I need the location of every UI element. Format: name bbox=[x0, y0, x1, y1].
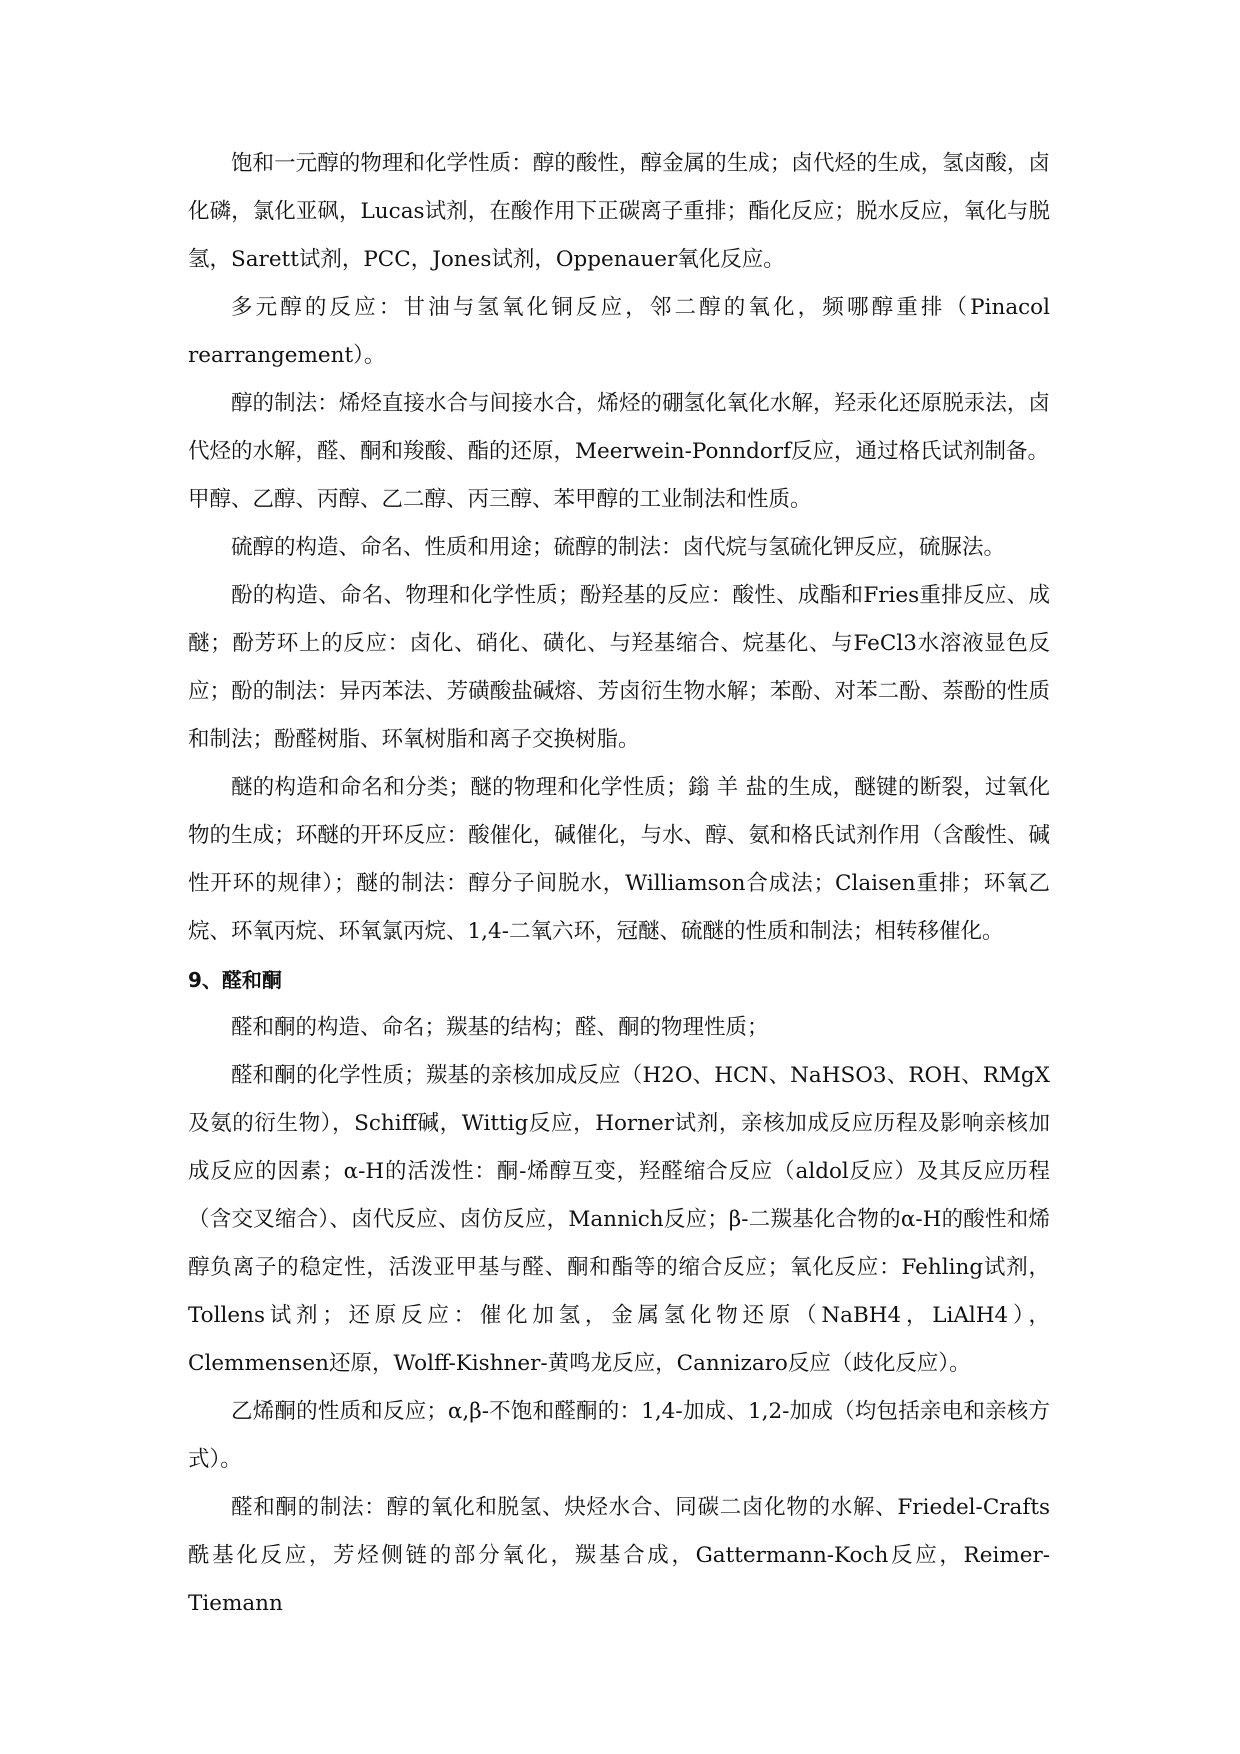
section-heading-aldehydes-ketones: 9、醛和酮 bbox=[188, 968, 282, 992]
paragraph-ketene-unsaturated: 乙烯酮的性质和反应；α,β-不饱和醛酮的：1,4-加成、1,2-加成（均包括亲电和亲核方式）。 bbox=[188, 1399, 1050, 1472]
paragraph-ethers: 醚的构造和命名和分类；醚的物理和化学性质；鎓 羊 盐的生成，醚键的断裂，过氧化物的生成；环醚的开环反应：酸催化，碱催化，与水、醇、氨和格氏试剂作用（含酸性、碱性开环的规律）；醚的制法：醇分子间脱水，Williamson合成法；Claisen重排；环氧乙烷、环氧丙烷、环氧氯丙烷、1,4-二氧六环，冠醚、硫醚的性质和制法；相转移催化。 bbox=[188, 775, 1050, 944]
paragraph-aldehyde-ketone-structure: 醛和酮的构造、命名；羰基的结构；醛、酮的物理性质； bbox=[231, 1015, 769, 1040]
paragraph-alcohol-preparation: 醇的制法：烯烃直接水合与间接水合，烯烃的硼氢化氧化水解，羟汞化还原脱汞法，卤代烃的水解，醛、酮和羧酸、酯的还原，Meerwein-Ponndorf反应，通过格氏试剂制备。 bbox=[188, 391, 1050, 464]
document-page bbox=[188, 140, 1050, 1628]
paragraph-polyhydric-alcohol-reactions: 多元醇的反应：甘油与氢氧化铜反应，邻二醇的氧化，频哪醇重排（Pinacol rearrangement）。 bbox=[188, 295, 1050, 368]
paragraph-monohydric-alcohol-properties: 饱和一元醇的物理和化学性质：醇的酸性，醇金属的生成；卤代烃的生成，氢卤酸，卤化磷，氯化亚砜，Lucas试剂，在酸作用下正碳离子重排；酯化反应；脱水反应，氧化与脱氢，Sarett试剂，PCC，Jones试剂，Oppenauer氧化反应。 bbox=[188, 151, 1050, 272]
paragraph-thiols: 硫醇的构造、命名、性质和用途；硫醇的制法：卤代烷与氢硫化钾反应，硫脲法。 bbox=[231, 535, 1006, 560]
paragraph-industrial-alcohols: 甲醇、乙醇、丙醇、乙二醇、丙三醇、苯甲醇的工业制法和性质。 bbox=[188, 487, 812, 512]
paragraph-phenols: 酚的构造、命名、物理和化学性质；酚羟基的反应：酸性、成酯和Fries重排反应、成醚；酚芳环上的反应：卤化、硝化、磺化、与羟基缩合、烷基化、与FeCl3水溶液显色反应；酚的制法：异丙苯法、芳磺酸盐碱熔、芳卤衍生物水解；苯酚、对苯二酚、萘酚的性质和制法；酚醛树脂、环氧树脂和离子交换树脂。 bbox=[188, 583, 1050, 752]
paragraph-aldehyde-ketone-chemistry: 醛和酮的化学性质；羰基的亲核加成反应（H2O、HCN、NaHSO3、ROH、RMgX及氨的衍生物），Schiff碱，Wittig反应，Horner试剂，亲核加成反应历程及影响亲核加成反应的因素；α-H的活泼性：酮-烯醇互变，羟醛缩合反应（aldol反应）及其反应历程（含交叉缩合）、卤代反应、卤仿反应，Mannich反应；β-二羰基化合物的α-H的酸性和烯醇负离子的稳定性，活泼亚甲基与醛、酮和酯等的缩合反应；氧化反应：Fehling试剂，Tollens试剂；还原反应：催化加氢，金属氢化物还原（NaBH4，LiAlH4），Clemmensen还原，Wolff-Kishner-黄鸣龙反应，Cannizaro反应（歧化反应）。 bbox=[188, 1063, 1050, 1376]
paragraph-aldehyde-ketone-preparation: 醛和酮的制法：醇的氧化和脱氢、炔烃水合、同碳二卤化物的水解、Friedel-Crafts酰基化反应，芳烃侧链的部分氧化，羰基合成，Gattermann-Koch反应，Reimer-Tiemann bbox=[188, 1495, 1050, 1616]
